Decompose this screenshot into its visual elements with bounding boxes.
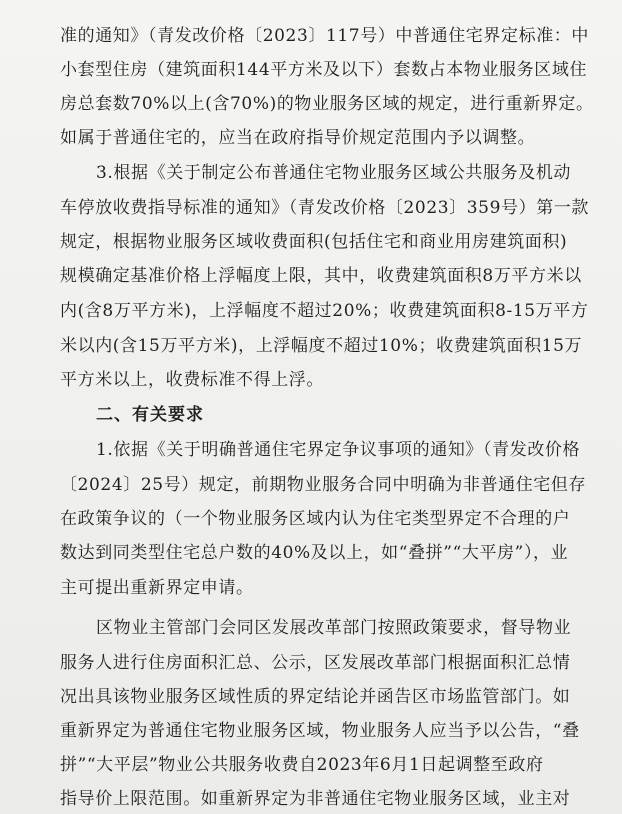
text-line: 主可提出重新界定申请。: [60, 578, 254, 598]
text-line: 小套型住房（建筑面积144平方米及以下）套数占本物业服务区域住: [60, 60, 588, 80]
text-line: 重新界定为普通住宅物业服务区域，物业服务人应当予以公告，“叠: [60, 721, 580, 741]
text-line: 〔2024〕25号）规定，前期物业服务合同中明确为非普通住宅但存: [60, 475, 587, 495]
section-heading: 二、有关要求: [96, 405, 204, 425]
text-line: 指导价上限范围。如重新界定为非普通住宅物业服务区域，业主对: [60, 789, 571, 809]
text-line: 数达到同类型住宅总户数的40%及以上，如“叠拼”“大平房”），业: [60, 543, 569, 563]
text-line: 服务人进行住房面积汇总、公示，区发展改革部门根据面积汇总情: [60, 653, 571, 673]
text-line: 规定，根据物业服务区域收费面积(包括住宅和商业用房建筑面积): [60, 232, 568, 252]
text-line: 米以内(含15万平方米)，上浮幅度不超过10%；收费建筑面积15万: [60, 336, 583, 356]
text-line: 车停放收费指导标准的通知》（青发改价格〔2023〕359号）第一款: [60, 198, 590, 218]
text-line: 如属于普通住宅的，应当在政府指导价规定范围内予以调整。: [60, 128, 536, 148]
text-line: 准的通知》（青发改价格〔2023〕117号）中普通住宅界定标准：中: [60, 26, 590, 46]
text-line: 内(含8万平方米)，上浮幅度不超过20%；收费建筑面积8-15万平方: [60, 301, 589, 321]
text-line: 3.根据《关于制定公布普通住宅物业服务区域公共服务及机动: [96, 163, 572, 183]
text-line: 规模确定基准价格上浮幅度上限，其中，收费建筑面积8万平方米以: [60, 266, 582, 286]
text-line: 1.依据《关于明确普通住宅界定争议事项的通知》（青发改价格: [96, 440, 581, 460]
text-line: 区物业主管部门会同区发展改革部门按照政策要求，督导物业: [96, 618, 572, 638]
text-line: 平方米以上，收费标准不得上浮。: [60, 370, 324, 390]
text-line: 在政策争议的（一个物业服务区域内认为住宅类型界定不合理的户: [60, 509, 571, 529]
text-line: 拼”“大平层”物业公共服务收费自2023年6月1日起调整至政府: [60, 755, 544, 775]
text-line: 况出具该物业服务区域性质的界定结论并函告区市场监管部门。如: [60, 687, 571, 707]
text-line: 房总套数70%以上(含70%)的物业服务区域的规定，进行重新界定。: [60, 94, 594, 114]
